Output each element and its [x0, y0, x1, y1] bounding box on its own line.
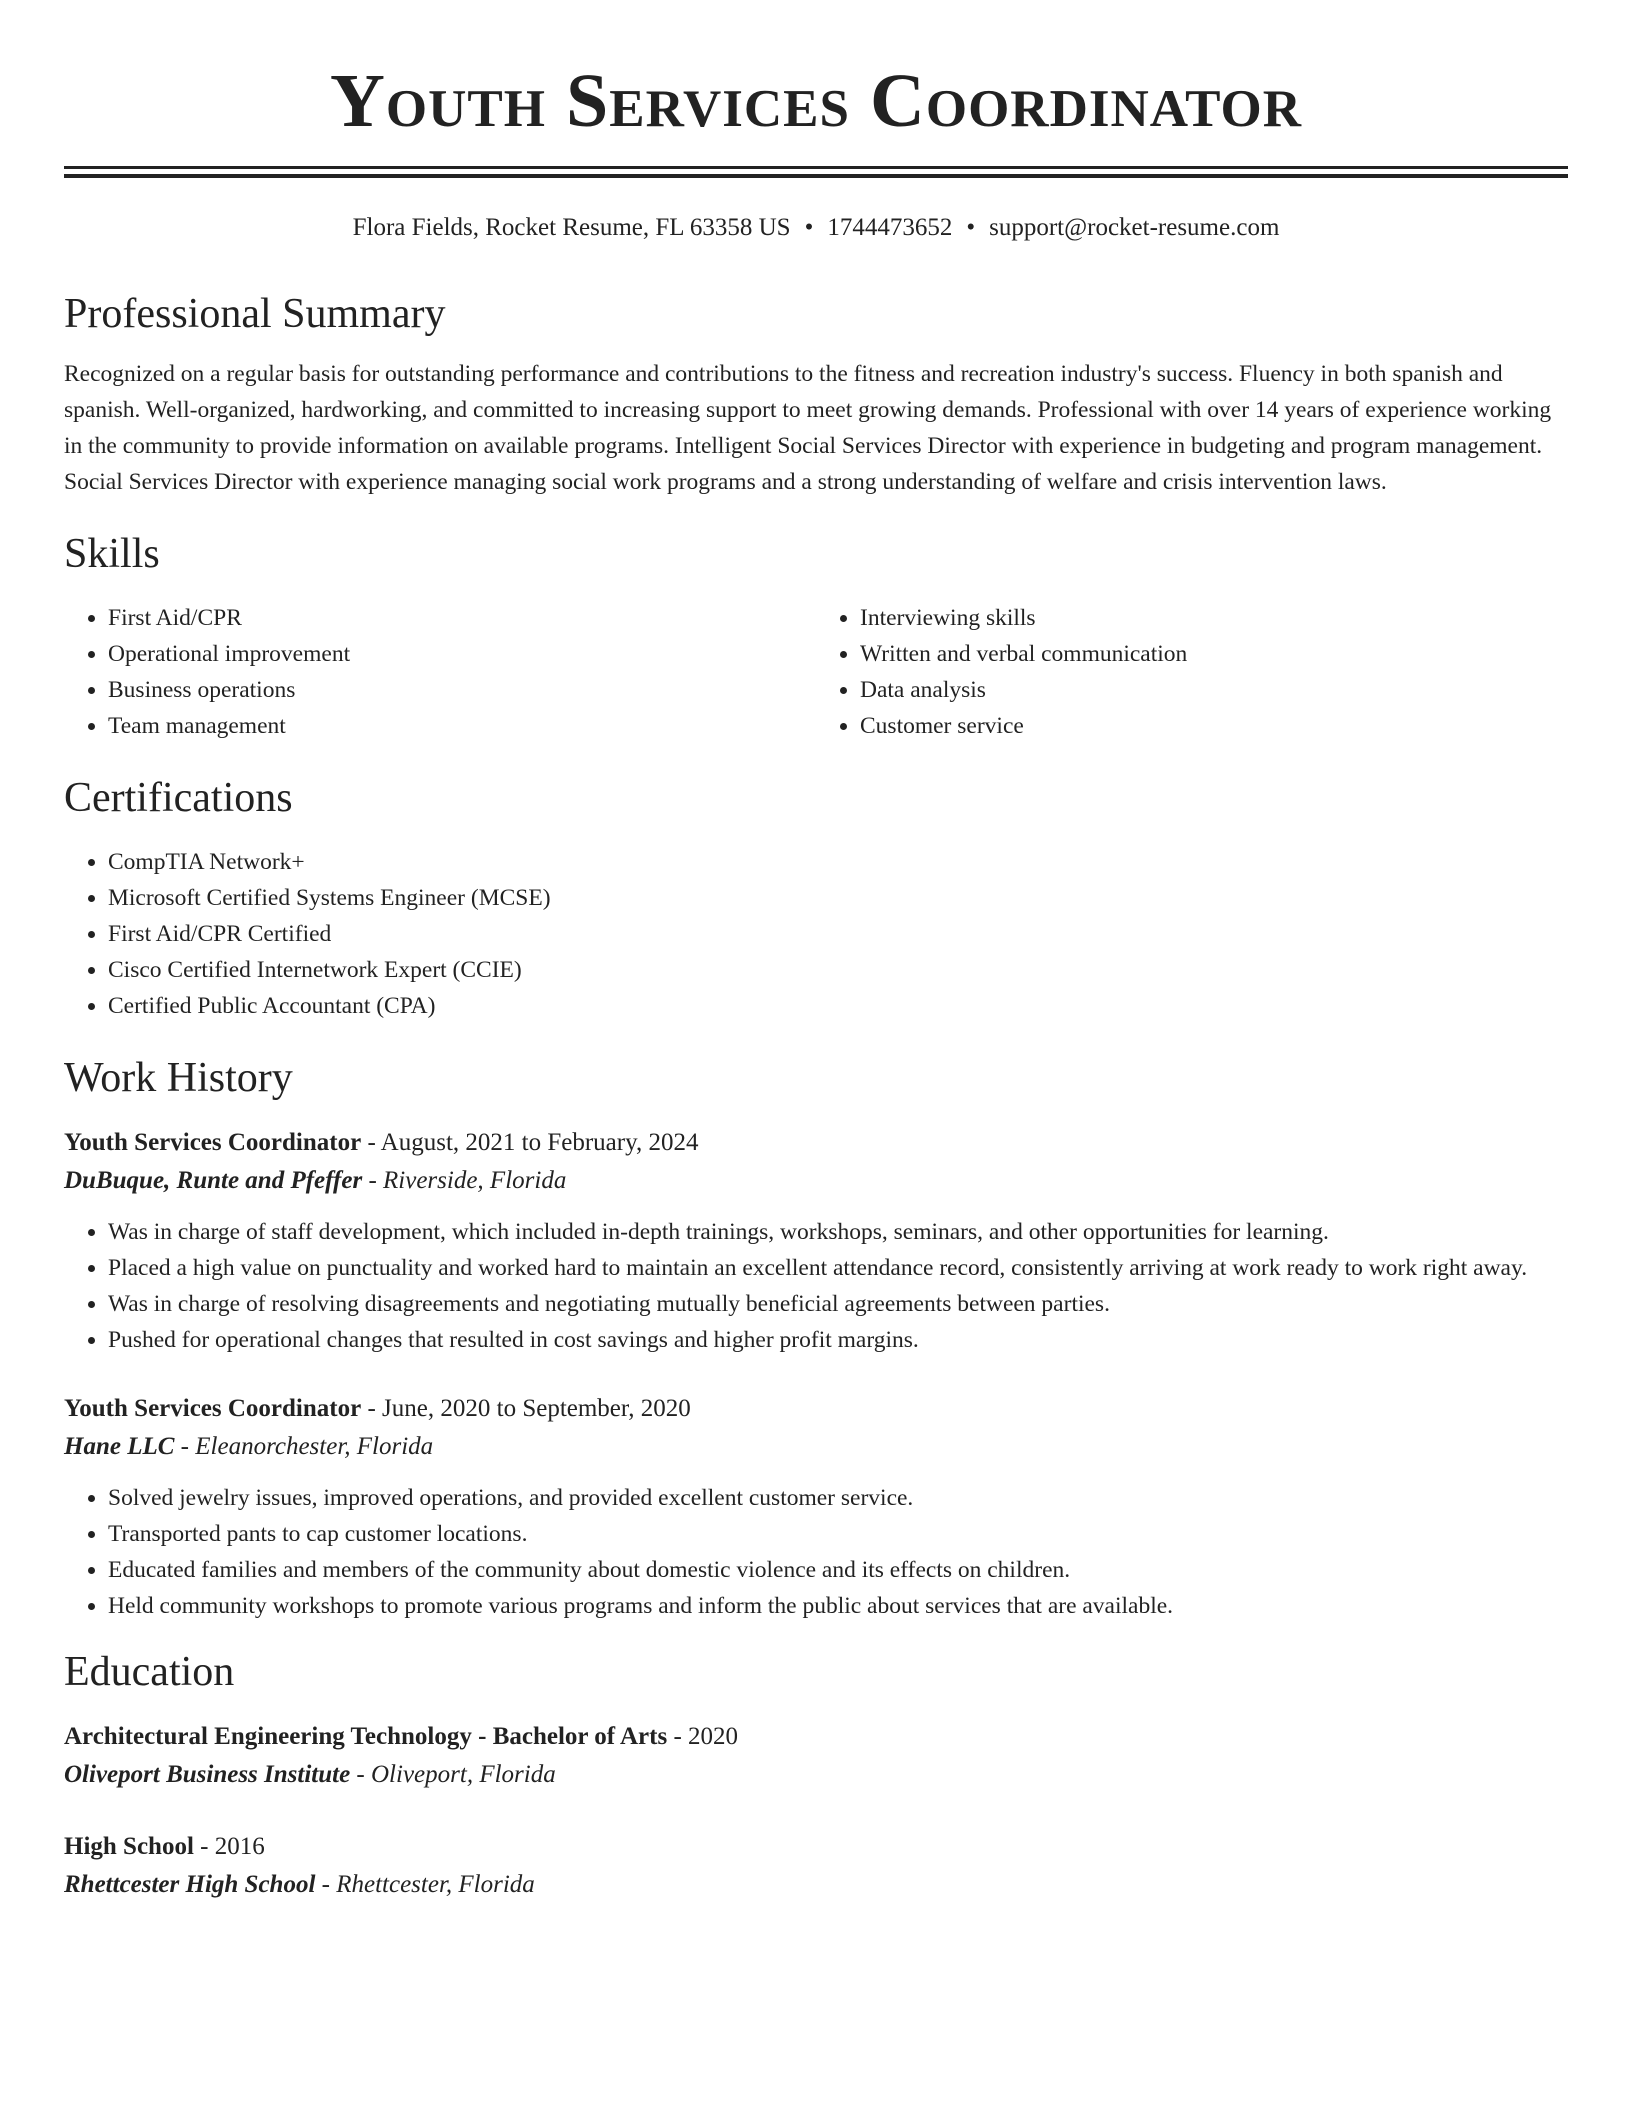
education-year: 2020	[688, 1723, 739, 1750]
contact-separator: •	[966, 214, 976, 241]
skills-list-left	[64, 600, 816, 744]
skills-column-right	[816, 600, 1568, 744]
skill-item: • Customer service	[860, 708, 1568, 744]
job-dates: August, 2021 to February, 2024	[380, 1129, 699, 1156]
education-entry	[64, 1828, 1568, 1904]
job-title: Youth Services Coordinator	[64, 1129, 362, 1156]
job-company: Hane LLC	[64, 1433, 175, 1460]
contact-email: support@rocket-resume.com	[989, 214, 1280, 241]
certification-item: • Certified Public Accountant (CPA)	[108, 988, 1568, 1024]
certification-item: • Cisco Certified Internetwork Expert (CCIE)	[108, 952, 1568, 988]
certifications-heading: Certifications	[64, 775, 293, 821]
certification-item: • Microsoft Certified Systems Engineer (MCSE)	[108, 880, 1568, 916]
contact-address: Flora Fields, Rocket Resume, FL 63358 US	[352, 214, 791, 241]
job-location: Eleanorchester, Florida	[195, 1433, 434, 1460]
work-history-heading: Work History	[64, 1055, 293, 1101]
certification-item: • CompTIA Network+	[108, 844, 1568, 880]
title-rule-bottom	[64, 174, 1568, 178]
education-school-line: Oliveport Business Institute - Oliveport, Florida	[64, 1761, 556, 1788]
job-bullet: • Transported pants to cap customer locations.	[108, 1516, 1568, 1552]
job-bullet: • Held community workshops to promote various programs and inform the public about services that are available.	[108, 1588, 1568, 1624]
education-degree: Architectural Engineering Technology - Bachelor of Arts	[64, 1723, 668, 1750]
education-school-line: Rhettcester High School - Rhettcester, Florida	[64, 1871, 535, 1898]
job-dates: June, 2020 to September, 2020	[382, 1395, 691, 1422]
job-title: Youth Services Coordinator	[64, 1395, 362, 1422]
job-bullet: • Solved jewelry issues, improved operations, and provided excellent customer service.	[108, 1480, 1568, 1516]
job-bullet: • Was in charge of staff development, which included in-depth trainings, workshops, seminars, and other opportunities for learning.	[108, 1214, 1568, 1250]
summary-text: Recognized on a regular basis for outstanding performance and contributions to the fitness and recreation industry's success. Fluency in both spanish and spanish. Well-organized, hardworking, and committed to increasing support to meet growing demands. Professional with over 14 years of experience working in the community to provide information on available programs. Intelligent Social Services Director with experience in budgeting and program management. Social Services Director with experience managing social work programs and a strong understanding of welfare and crisis intervention laws.	[64, 361, 1552, 495]
education-school: Oliveport Business Institute	[64, 1761, 351, 1788]
education-location: Rhettcester, Florida	[336, 1871, 535, 1898]
job-company-line: DuBuque, Runte and Pfeffer - Riverside, Florida	[64, 1167, 567, 1194]
job-entry	[64, 1390, 1568, 1624]
education-heading: Education	[64, 1649, 235, 1695]
job-bullet: • Pushed for operational changes that resulted in cost savings and higher profit margins.	[108, 1322, 1568, 1358]
job-bullets	[64, 1214, 1568, 1358]
job-bullet: • Placed a high value on punctuality and worked hard to maintain an excellent attendance record, consistently arriving at work ready to work right away.	[108, 1250, 1568, 1286]
skill-item: • Interviewing skills	[860, 600, 1568, 636]
title-rule-top	[64, 166, 1568, 169]
education-header: High School - 2016	[64, 1833, 265, 1860]
job-bullet: • Was in charge of resolving disagreements and negotiating mutually beneficial agreements between parties.	[108, 1286, 1568, 1322]
contact-line	[64, 212, 1568, 244]
skills-grid	[64, 600, 1568, 744]
certification-item: • First Aid/CPR Certified	[108, 916, 1568, 952]
certifications-list	[64, 844, 1568, 1024]
skill-item: • Team management	[108, 708, 816, 744]
job-entry	[64, 1124, 1568, 1358]
skill-item: • Business operations	[108, 672, 816, 708]
skill-item: • First Aid/CPR	[108, 600, 816, 636]
education-year: 2016	[214, 1833, 265, 1860]
contact-phone: 1744473652	[827, 214, 953, 241]
skill-item: • Data analysis	[860, 672, 1568, 708]
education-header: Architectural Engineering Technology - Bachelor of Arts - 2020	[64, 1723, 739, 1750]
education-location: Oliveport, Florida	[371, 1761, 556, 1788]
resume-title: Youth Services Coordinator	[329, 59, 1302, 143]
job-company-line: Hane LLC - Eleanorchester, Florida	[64, 1433, 434, 1460]
contact-separator: •	[804, 214, 814, 241]
job-header: Youth Services Coordinator - June, 2020 to September, 2020	[64, 1395, 691, 1422]
summary-heading: Professional Summary	[64, 291, 446, 337]
skills-list-right	[816, 600, 1568, 744]
job-bullet: • Educated families and members of the community about domestic violence and its effects on children.	[108, 1552, 1568, 1588]
education-entry	[64, 1718, 1568, 1794]
education-degree: High School	[64, 1833, 194, 1860]
job-company: DuBuque, Runte and Pfeffer	[64, 1167, 363, 1194]
job-location: Riverside, Florida	[383, 1167, 567, 1194]
job-header: Youth Services Coordinator - August, 2021 to February, 2024	[64, 1129, 699, 1156]
job-bullets	[64, 1480, 1568, 1624]
skill-item: • Written and verbal communication	[860, 636, 1568, 672]
skills-heading: Skills	[64, 531, 160, 577]
skill-item: • Operational improvement	[108, 636, 816, 672]
skills-column-left	[64, 600, 816, 744]
education-school: Rhettcester High School	[64, 1871, 316, 1898]
